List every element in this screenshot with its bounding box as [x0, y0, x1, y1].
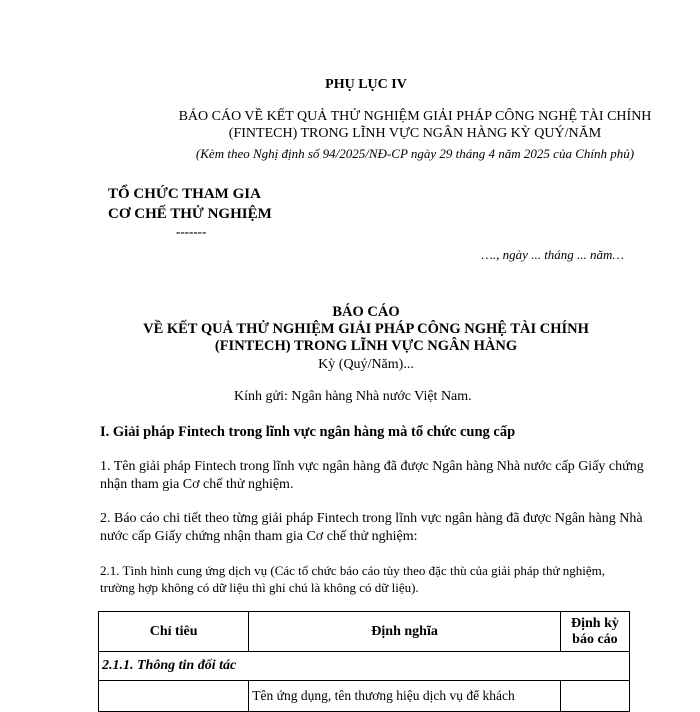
paragraph-2: 2. Báo cáo chi tiết theo từng giải pháp Fintech trong lĩnh vực ngân hàng đã được Ngân hàng Nhà nước cấp Giấy chứng nhận tham gia Cơ chế thử nghiệm:: [100, 511, 643, 544]
report-title-line-1: BÁO CÁO: [332, 304, 400, 320]
indicator-table: [98, 611, 630, 712]
organization-divider: -------: [176, 224, 207, 239]
report-period: Kỳ (Quý/Năm)...: [318, 357, 414, 372]
paragraph-2-1: 2.1. Tình hình cung ứng dịch vụ (Các tổ chức báo cáo tùy theo đặc thù của giải pháp thử nghiệm, trường hợp không có dữ liệu thì ghi chú là không có dữ liệu).: [100, 563, 606, 595]
document-title-line-2: (FINTECH) TRONG LĨNH VỰC NGÂN HÀNG KỲ QUÝ/NĂM: [228, 126, 602, 141]
table-cell: [560, 681, 629, 712]
report-title-line-3: (FINTECH) TRONG LĨNH VỰC NGÂN HÀNG: [214, 338, 518, 354]
table-cell: [99, 681, 249, 712]
header-indicator: Chỉ tiêu: [99, 612, 249, 652]
table-section-row: [99, 652, 630, 681]
section-heading: I. Giải pháp Fintech trong lĩnh vực ngân hàng mà tổ chức cung cấp: [100, 424, 516, 440]
paragraph-1: 1. Tên giải pháp Fintech trong lĩnh vực ngân hàng đã được Ngân hàng Nhà nước cấp Giấy chứng nhận tham gia Cơ chế thử nghiệm.: [100, 459, 644, 492]
organization-line-1: TỔ CHỨC THAM GIA: [108, 186, 261, 202]
organization-line-2: CƠ CHẾ THỬ NGHIỆM: [108, 206, 272, 222]
document-title-line-1: BÁO CÁO VỀ KẾT QUẢ THỬ NGHIỆM GIẢI PHÁP CÔNG NGHỆ TÀI CHÍNH: [178, 109, 652, 124]
table-header-row: [99, 612, 630, 652]
table-row: [99, 681, 630, 712]
table-cell-definition: Tên ứng dụng, tên thương hiệu dịch vụ để khách: [249, 681, 561, 712]
organization-name: [108, 184, 358, 224]
header-reporting-period: Định kỳ báo cáo: [560, 612, 629, 652]
header-definition: Định nghĩa: [249, 612, 561, 652]
addressee: Kính gửi: Ngân hàng Nhà nước Việt Nam.: [234, 389, 472, 404]
appendix-title: PHỤ LỤC IV: [325, 77, 407, 92]
section-row-label: 2.1.1. Thông tin đối tác: [99, 652, 630, 681]
date-line: …., ngày ... tháng ... năm…: [481, 247, 624, 262]
report-title: [120, 304, 612, 355]
document-subtitle: (Kèm theo Nghị định số 94/2025/NĐ-CP ngày 29 tháng 4 năm 2025 của Chính phủ): [195, 146, 635, 161]
report-title-line-2: VỀ KẾT QUẢ THỬ NGHIỆM GIẢI PHÁP CÔNG NGHỆ TÀI CHÍNH: [143, 321, 589, 337]
document-title: [100, 108, 700, 142]
